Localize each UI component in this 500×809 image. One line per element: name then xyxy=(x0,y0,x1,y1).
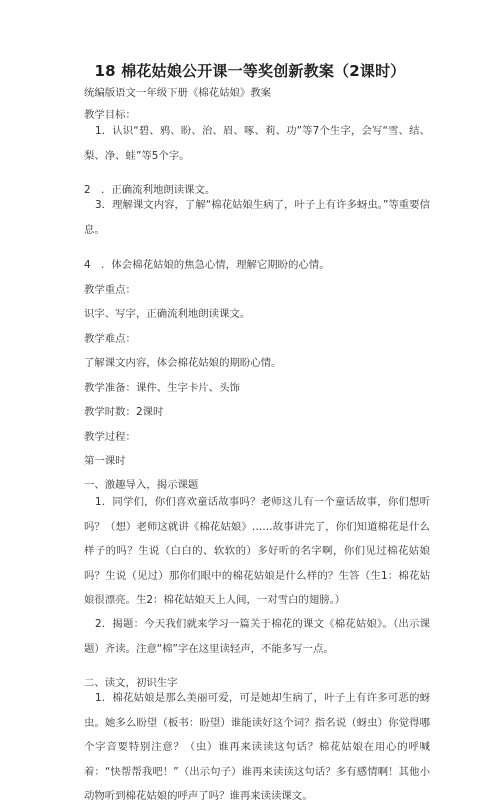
subtitle: 统编版语文一年级下册《棉花姑娘》教案 xyxy=(84,87,272,99)
difficulties: 了解课文内容，体会棉花姑娘的期盼心情。 xyxy=(84,357,282,369)
objectives-heading: 教学目标： xyxy=(84,109,136,121)
process-heading: 教学过程： xyxy=(84,431,136,443)
objective-4: 4 ．体会棉花姑娘的焦急心情，理解它期盼的心情。 xyxy=(84,259,330,271)
section-1-heading: 一、激趣导入，揭示课题 xyxy=(84,479,199,491)
paragraph-3: 1．棉花姑娘是那么美丽可爱，可是她却生病了，叶子上有许多可恶的蚜虫。她多么盼望（板书：盼望）谁能读好这个词？指名说（蚜虫）你觉得哪个字音要特别注意？（虫）谁再来读读这句话？棉花姑娘在用心的呼喊着：“快帮帮我吧！”（出示句子）谁再来读读这句话？多有感情啊！其他小动物听到棉花姑娘的呼声了吗？谁再来读读课文。 xyxy=(84,692,430,802)
objective-1: 1．认识“碧、鸦、盼、治、眉、啄、莉、功”等7个生字，会写“雪、结、梨、净、蛙”等5个字。 xyxy=(84,125,430,162)
paragraph-2: 2．揭题：今天我们就来学习一篇关于棉花的课文《棉花姑娘》。（出示课题）齐读。注意“棉”字在这里读轻声，不能多写一点。 xyxy=(84,618,430,655)
section-2-heading: 二、读文，初识生字 xyxy=(84,677,178,689)
key-points-heading: 教学重点： xyxy=(84,284,136,296)
key-points: 识字、写字，正确流利地朗读课文。 xyxy=(84,308,251,320)
teaching-hours: 教学时数：2课时 xyxy=(84,406,164,418)
preparation: 教学准备：课件、生字卡片、头饰 xyxy=(84,382,240,394)
lesson-1-heading: 第一课时 xyxy=(84,455,126,467)
difficulties-heading: 教学难点： xyxy=(84,333,136,345)
paragraph-1: 1．同学们，你们喜欢童话故事吗？老师这儿有一个童话故事，你们想听吗？（想）老师这就讲《棉花姑娘》……故事讲完了，你们知道棉花是什么样子的吗？生说（白白的、软软的）多好听的名字啊，你们见过棉花姑娘吗？生说（见过）那你们眼中的棉花姑娘是什么样的？生答（生1：棉花姑娘很漂亮。生2：棉花姑娘天上人间，一对雪白的翅膀。） xyxy=(84,496,430,606)
document-title: 18 棉花姑娘公开课一等奖创新教案（2课时） xyxy=(94,62,406,80)
objective-2: 2 ．正确流利地朗读课文。 xyxy=(84,184,216,196)
objective-3: 3．理解课文内容，了解“棉花姑娘生病了，叶子上有许多蚜虫。”等重要信息。 xyxy=(84,199,430,236)
